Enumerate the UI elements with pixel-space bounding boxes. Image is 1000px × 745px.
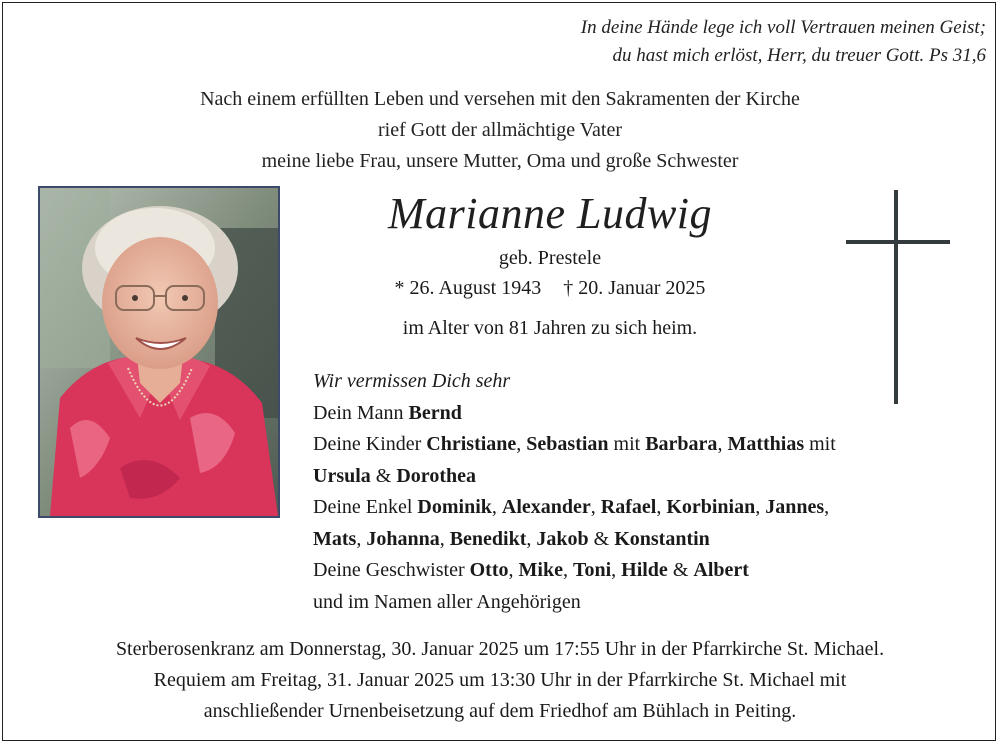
separator: ,	[824, 496, 830, 518]
mourner-name: Otto	[469, 559, 509, 581]
intro-line: rief Gott der allmächtige Vater	[378, 119, 622, 141]
mourners-list	[313, 366, 963, 618]
mourner-name: Jannes	[765, 496, 825, 518]
service-line: anschließender Urnenbeisetzung auf dem Friedhof am Bühlach in Peiting.	[203, 700, 797, 722]
verse-line: In deine Hände lege ich voll Vertrauen meinen Geist;	[580, 17, 986, 38]
mourner-name: Dorothea	[396, 464, 476, 487]
mourner-name: Sebastian	[526, 433, 609, 455]
mourner-name: Benedikt	[449, 527, 527, 550]
separator: ,	[590, 496, 596, 518]
mourner-name: Albert	[693, 559, 749, 581]
closing-line: und im Namen aller Angehörigen	[313, 590, 581, 613]
service-line: Sterberosenkranz am Donnerstag, 30. Januar 2025 um 17:55 Uhr in der Pfarrkirche St. Michael.	[115, 638, 885, 660]
service-line: Requiem am Freitag, 31. Januar 2025 um 13:30 Uhr in der Pfarrkirche St. Michael mit	[153, 669, 847, 691]
separator: mit	[809, 433, 836, 455]
separator: &	[672, 559, 689, 581]
mourner-name: Barbara	[645, 433, 718, 455]
verse-line: du hast mich erlöst, Herr, du treuer Gott. Ps 31,6	[612, 45, 986, 66]
mourner-name: Dominik	[417, 496, 492, 518]
children-line	[313, 429, 963, 461]
grandchildren-line	[313, 492, 963, 524]
grandchildren-line-cont	[313, 524, 963, 556]
bible-verse	[581, 14, 986, 70]
mourner-name: Mike	[518, 559, 563, 581]
mourner-name: Konstantin	[614, 527, 710, 550]
death-date: † 20. Januar 2025	[563, 277, 706, 299]
relation-label: Deine Kinder	[313, 433, 422, 455]
mourner-name: Mats	[313, 527, 357, 550]
mourner-name: Jakob	[536, 527, 589, 550]
birth-date: * 26. August 1943	[394, 277, 542, 299]
husband-line	[313, 398, 963, 430]
mourner-name: Rafael	[600, 496, 657, 518]
intro-line: Nach einem erfüllten Leben und versehen mit den Sakramenten der Kirche	[200, 88, 800, 110]
separator: ,	[508, 559, 514, 581]
portrait-photo	[38, 186, 280, 518]
age-line: im Alter von 81 Jahren zu sich heim.	[402, 317, 698, 339]
mourner-name: Alexander	[501, 496, 591, 518]
life-dates	[310, 274, 790, 302]
mourners-lead: Wir vermissen Dich sehr	[313, 370, 511, 392]
separator: &	[593, 527, 610, 550]
mourner-name: Toni	[572, 559, 612, 581]
separator: &	[375, 464, 392, 487]
mourner-name: Matthias	[727, 433, 805, 455]
siblings-line	[313, 555, 963, 587]
separator: mit	[613, 433, 641, 455]
separator: ,	[611, 559, 617, 581]
children-line-cont	[313, 461, 963, 493]
relation-label: Deine Enkel	[313, 496, 413, 518]
service-info	[0, 634, 1000, 727]
relation-label: Dein Mann	[313, 401, 404, 424]
separator: ,	[717, 433, 723, 455]
mourner-name: Christiane	[426, 433, 517, 455]
mourner-name: Korbinian	[666, 496, 756, 518]
separator: ,	[656, 496, 662, 518]
separator: ,	[439, 527, 445, 550]
mourner-name: Ursula	[313, 464, 371, 487]
mourner-name: Johanna	[366, 527, 440, 550]
separator: ,	[516, 433, 522, 455]
separator: ,	[491, 496, 497, 518]
separator: ,	[562, 559, 568, 581]
separator: ,	[755, 496, 761, 518]
mourner-name: Hilde	[621, 559, 668, 581]
mourner-name: Bernd	[408, 401, 462, 424]
separator: ,	[526, 527, 532, 550]
intro-text	[0, 84, 1000, 177]
separator: ,	[356, 527, 362, 550]
intro-line: meine liebe Frau, unsere Mutter, Oma und große Schwester	[261, 150, 739, 172]
birth-name: geb. Prestele	[498, 247, 602, 269]
deceased-name: Marianne Ludwig	[387, 189, 713, 238]
relation-label: Deine Geschwister	[313, 559, 465, 581]
